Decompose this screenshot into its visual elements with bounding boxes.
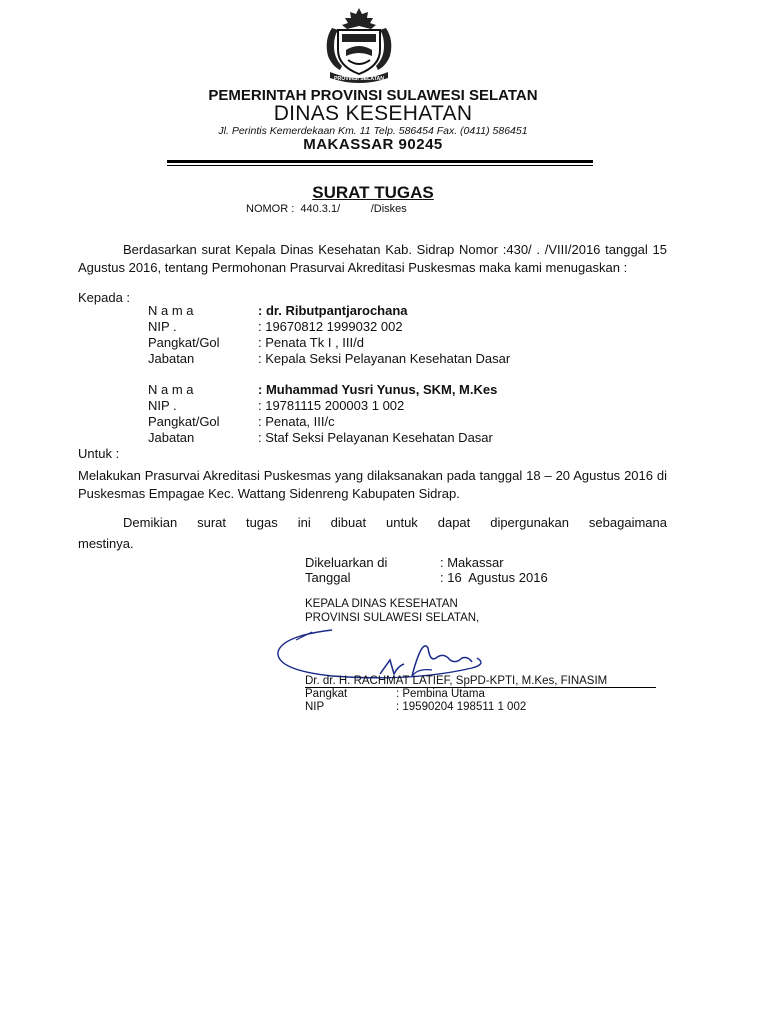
person1-jabatan-label: Jabatan (148, 351, 195, 366)
person2-jabatan: : Staf Seksi Pelayanan Kesehatan Dasar (258, 430, 493, 445)
provincial-emblem-logo (318, 6, 400, 86)
agency-city: MAKASSAR 90245 (303, 136, 443, 153)
signer-nip-label: NIP (305, 701, 325, 713)
agency-name: DINAS KESEHATAN (273, 102, 473, 125)
signer-office-line-2: PROVINSI SULAWESI SELATAN, (305, 612, 480, 624)
person1-pangkat-label: Pangkat/Gol (148, 335, 220, 350)
person1-pangkat: : Penata Tk I , III/d (258, 335, 364, 350)
signer-nip: : 19590204 198511 1 002 (396, 701, 527, 713)
task-paragraph: Melakukan Prasurvai Akreditasi Puskesmas yang dilaksanakan pada tanggal 18 – 20 Agustus 2016 di Puskesmas Empagae Kec. Wattang Sidenreng Kabupaten Sidrap. (78, 468, 667, 501)
issued-date: : 16 Agustus 2016 (440, 570, 548, 585)
signer-office-line-1: KEPALA DINAS KESEHATAN (305, 598, 458, 610)
person1-nama: : dr. Ributpantjarochana (258, 303, 408, 318)
person1-nama-label: N a m a (148, 303, 194, 318)
signer-pangkat: : Pembina Utama (396, 688, 485, 700)
government-name: PEMERINTAH PROVINSI SULAWESI SELATAN (208, 87, 538, 104)
person2-nama-label: N a m a (148, 382, 194, 397)
closing-line-2: mestinya. (78, 536, 134, 551)
signer-name: Dr. dr. H. RACHMAT LATIEF, SpPD-KPTI, M.Kes, FINASIM (305, 675, 608, 687)
person2-pangkat: : Penata, III/c (258, 414, 335, 429)
person1-nip-label: NIP . (148, 319, 177, 334)
person1-jabatan: : Kepala Seksi Pelayanan Kesehatan Dasar (258, 351, 511, 366)
issued-place: : Makassar (440, 555, 504, 570)
svg-text:PROVINSI SELATAN: PROVINSI SELATAN (334, 76, 384, 82)
agency-address: Jl. Perintis Kemerdekaan Km. 11 Telp. 586454 Fax. (0411) 586451 (218, 125, 528, 137)
header-rule-thick (167, 160, 593, 163)
person2-nama: : Muhammad Yusri Yunus, SKM, M.Kes (258, 382, 498, 397)
person2-nip: : 19781115 200003 1 002 (258, 398, 405, 413)
signer-pangkat-label: Pangkat (305, 688, 348, 700)
kepada-label: Kepada : (78, 290, 131, 305)
letter-number: NOMOR : 440.3.1/ /Diskes (246, 203, 407, 215)
header-rule-thin (167, 165, 593, 166)
person2-jabatan-label: Jabatan (148, 430, 195, 445)
intro-paragraph: Berdasarkan surat Kepala Dinas Kesehatan Kab. Sidrap Nomor :430/ . /VIII/2016 tanggal 15 Agustus 2016, tentang Permohonan Prasurvai Akreditasi Puskesmas maka kami menugaskan : (78, 242, 667, 275)
closing-line-1: Demikian surat tugas ini dibuat untuk dapat dipergunakan sebagaimana (123, 515, 667, 530)
person1-nip: : 19670812 1999032 002 (258, 319, 403, 334)
untuk-label: Untuk : (78, 446, 120, 461)
person2-nip-label: NIP . (148, 398, 177, 413)
issued-date-label: Tanggal (305, 570, 351, 585)
issued-place-label: Dikeluarkan di (305, 555, 388, 570)
person2-pangkat-label: Pangkat/Gol (148, 414, 220, 429)
letter-title: SURAT TUGAS (312, 183, 434, 202)
